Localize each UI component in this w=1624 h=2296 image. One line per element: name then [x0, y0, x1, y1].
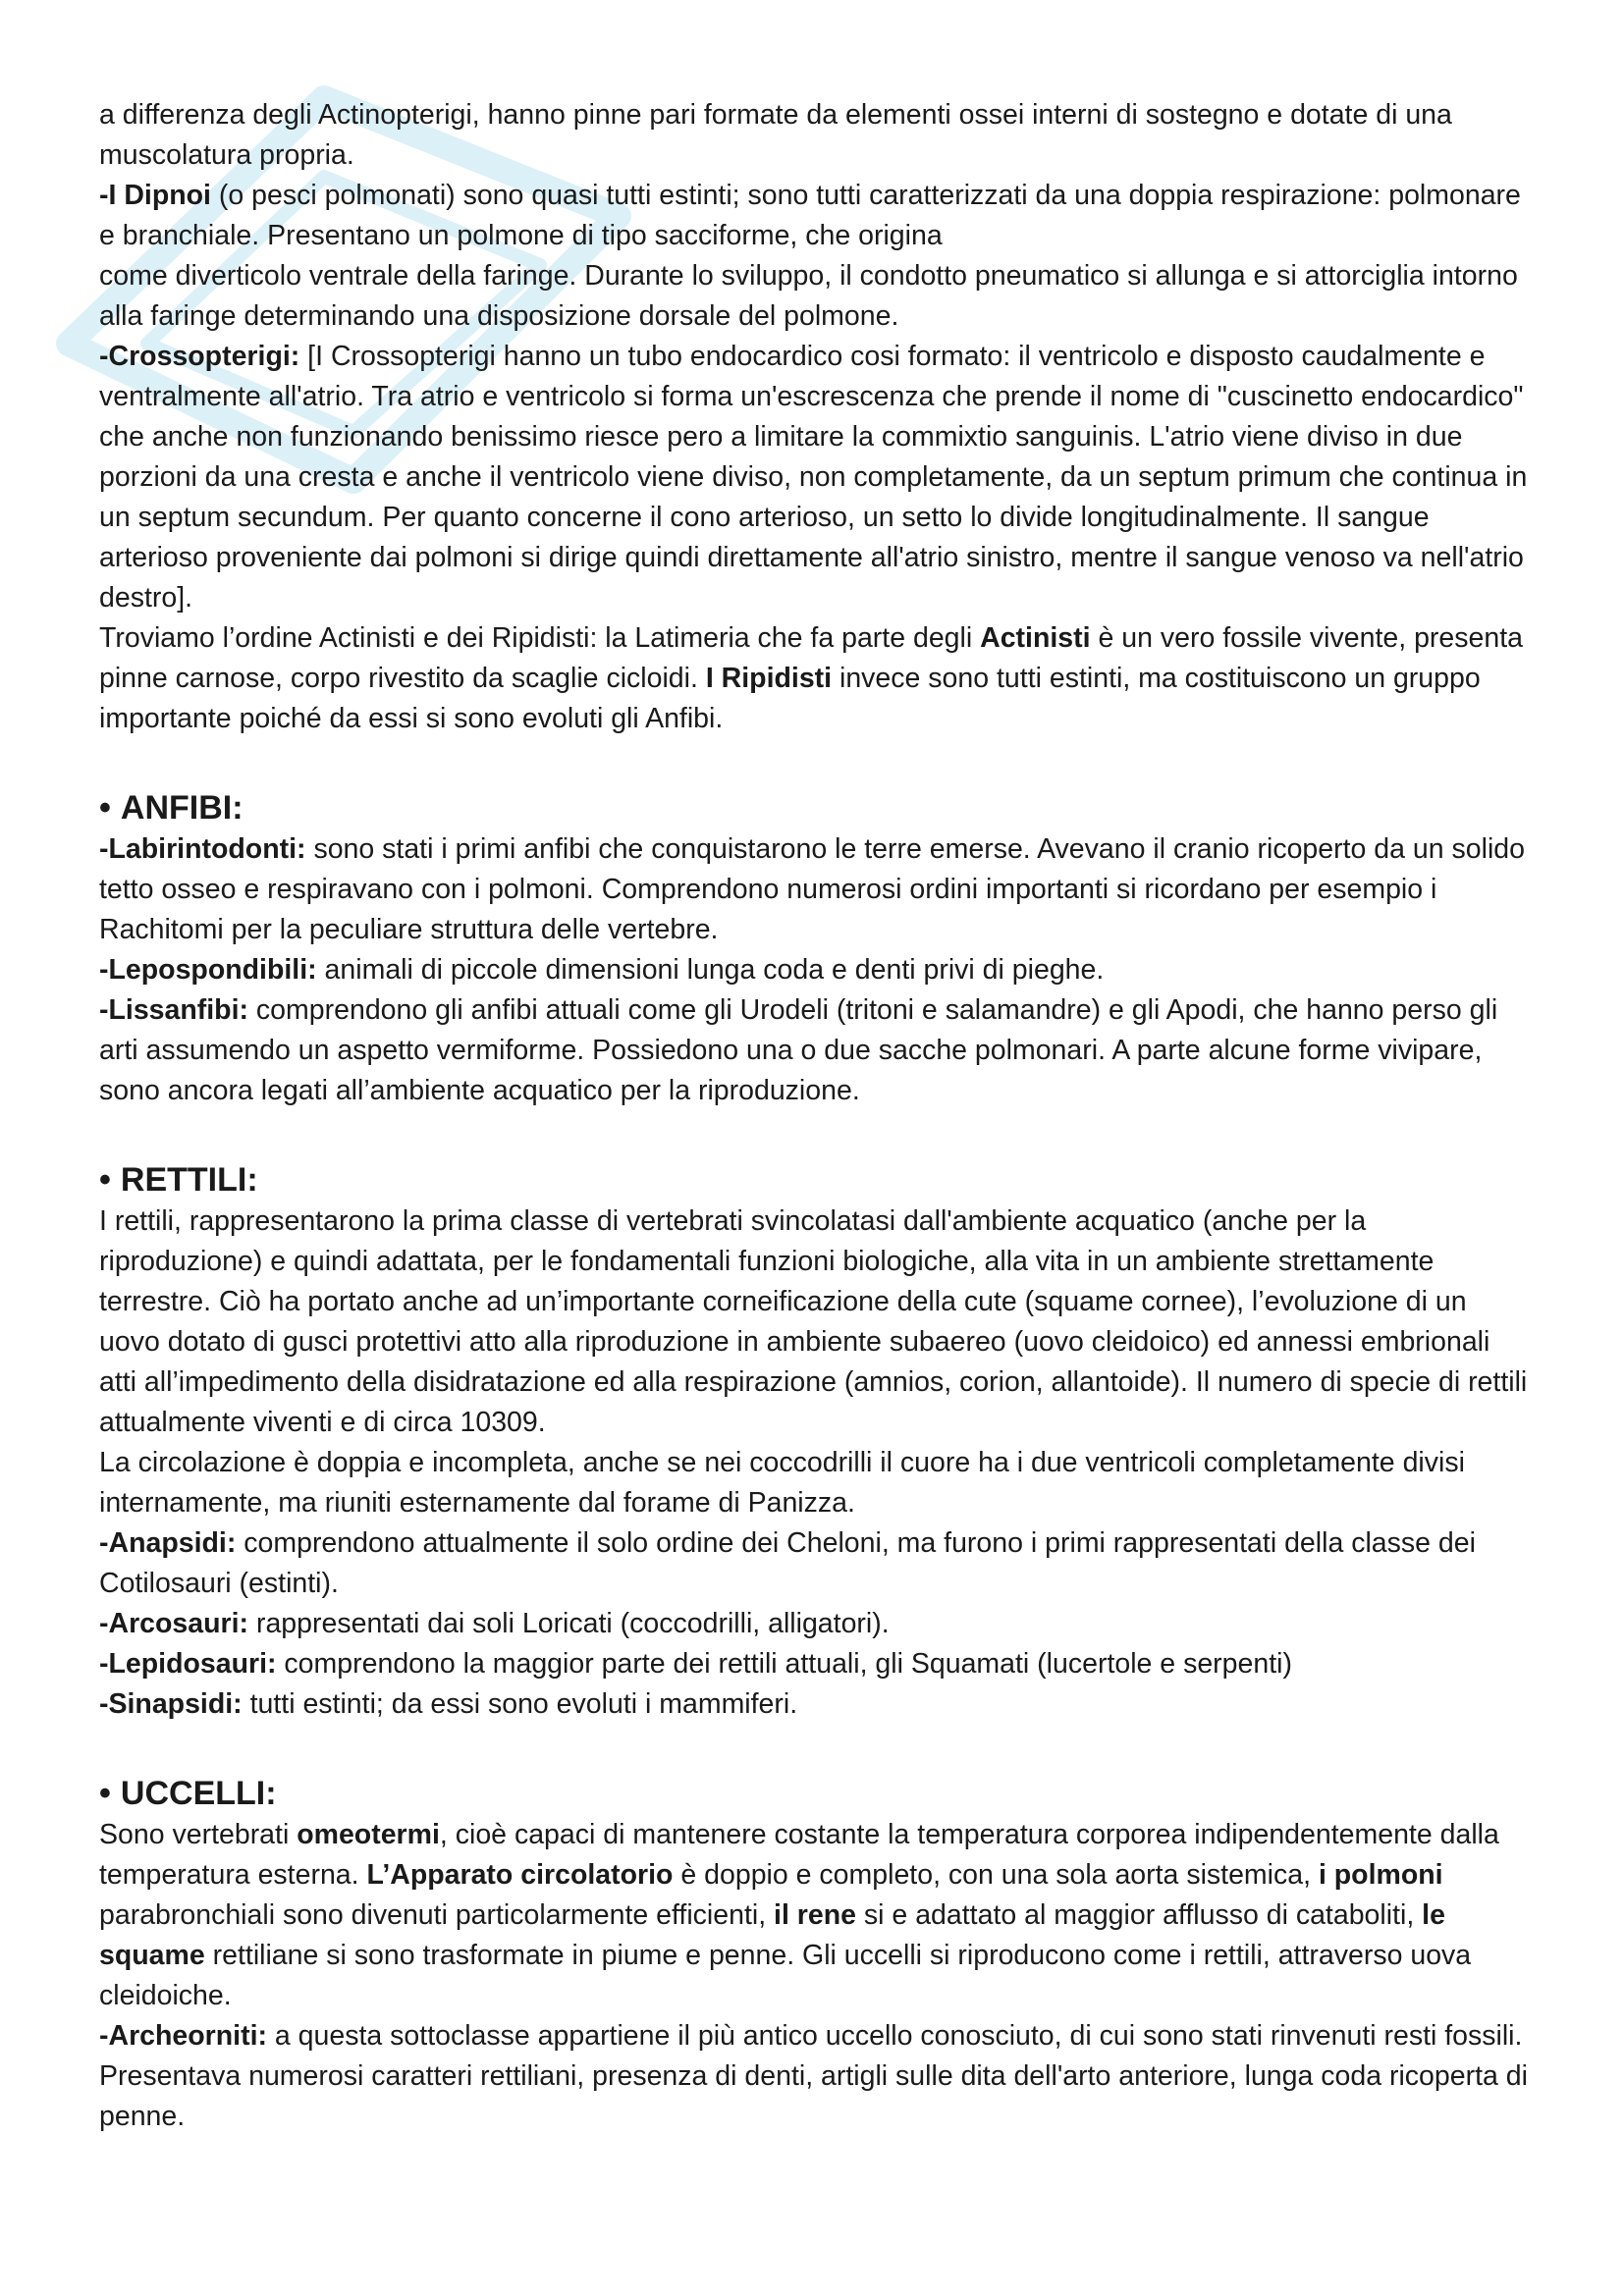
lepidosauri-term: -Lepidosauri: [99, 1648, 277, 1680]
arcosauri-paragraph: -Arcosauri: rappresentati dai soli Loricati (coccodrilli, alligatori). [99, 1608, 890, 1639]
crossopterigi-term: -Crossopterigi: [99, 341, 300, 372]
lepospondibili-term: -Lepospondibili: [99, 954, 317, 986]
crossopterigi-paragraph: -Crossopterigi: [I Crossopterigi hanno un tubo endocardico cosi formato: il ventricolo e disposto caudalmente e ventralmente all'atrio. Tra atrio e ventricolo si forma un'escrescenza che prende il nome di "cuscinetto endocardico" che anche non funzionando benissimo riesce pero a limitare la commixtio sanguinis. L'atrio viene diviso in due porzioni da una cresta e anche il ventricolo viene diviso, non completamente, da un septum primum che continua in un septum secundum. Per quanto concerne il cono arterioso, un setto lo divide longitudinalmente. Il sangue arterioso proveniente dai polmoni si dirige quindi direttamente all'atrio sinistro, mentre il sangue venoso va nell'atrio destro]. [99, 341, 1528, 614]
intro-paragraph: a differenza degli Actinopterigi, hanno pinne pari formate da elementi ossei interni di sostegno e dotate di una muscolatura propria. [99, 99, 1452, 171]
sinapsidi-term: -Sinapsidi: [99, 1688, 243, 1720]
section-heading-uccelli: • UCCELLI: [99, 1775, 277, 1812]
section-spacer [99, 1111, 1533, 1158]
anapsidi-term: -Anapsidi: [99, 1527, 237, 1559]
lepidosauri-paragraph: -Lepidosauri: comprendono la maggior parte dei rettili attuali, gli Squamati (lucertole e serpenti) [99, 1648, 1292, 1680]
rettili-intro-paragraph: I rettili, rappresentarono la prima classe di vertebrati svincolatasi dall'ambiente acquatico (anche per la riproduzione) e quindi adattata, per le fondamentali funzioni biologiche, alla vita in un ambiente strettamente terrestre. Ciò ha portato anche ad un’importante corneificazione della cute (squame cornee), l’evoluzione di un uovo dotato di gusci protettivi atto alla riproduzione in ambiente subaereo (uovo cleidoico) ed annessi embrionali atti all’impedimento della disidratazione ed alla respirazione (amnios, corion, allantoide). Il numero di specie di rettili attualmente viventi e di circa 10309. [99, 1205, 1528, 1438]
labirintodonti-paragraph: -Labirintodonti: sono stati i primi anfibi che conquistarono le terre emerse. Avevano il cranio ricoperto da un solido tetto osseo e respiravano con i polmoni. Comprendono numerosi ordini importanti si ricordano per esempio i Rachitomi per la peculiare struttura delle vertebre. [99, 833, 1526, 945]
section-spacer [99, 1725, 1533, 1772]
anapsidi-paragraph: -Anapsidi: comprendono attualmente il solo ordine dei Cheloni, ma furono i primi rappresentati della classe dei Cotilosauri (estinti). [99, 1527, 1476, 1599]
rettili-circolazione-paragraph: La circolazione è doppia e incompleta, anche se nei coccodrilli il cuore ha i due ventricoli completamente divisi internamente, ma riuniti esternamente dal forame di Panizza. [99, 1447, 1465, 1519]
section-heading-anfibi: • ANFIBI: [99, 789, 244, 827]
lissanfibi-term: -Lissanfibi: [99, 994, 249, 1026]
lepospondibili-paragraph: -Lepospondibili: animali di piccole dimensioni lunga coda e denti privi di pieghe. [99, 954, 1105, 986]
bullet-icon: • [99, 1161, 111, 1199]
labirintodonti-term: -Labirintodonti: [99, 833, 306, 865]
section-spacer [99, 739, 1533, 786]
ripidisti-term: I Ripidisti [705, 663, 833, 694]
dipnoi-paragraph-cont: come diverticolo ventrale della faringe. Durante lo sviluppo, il condotto pneumatico si allunga e si attorciglia intorno alla faringe determinando una disposizione dorsale del polmone. [99, 260, 1518, 332]
dipnoi-paragraph: -I Dipnoi (o pesci polmonati) sono quasi tutti estinti; sono tutti caratterizzati da una doppia respirazione: polmonare e branchiale. Presentano un polmone di tipo sacciforme, che origina [99, 180, 1521, 251]
lissanfibi-paragraph: -Lissanfibi: comprendono gli anfibi attuali come gli Urodeli (tritoni e salamandre) e gli Apodi, che hanno perso gli arti assumendo un aspetto vermiforme. Possiedono una o due sacche polmonari. A parte alcune forme vivipare, sono ancora legati all’ambiente acquatico per la riproduzione. [99, 994, 1498, 1106]
bullet-icon: • [99, 1775, 111, 1812]
actinisti-paragraph: Troviamo l’ordine Actinisti e dei Ripidisti: la Latimeria che fa parte degli Actinisti è un vero fossile vivente, presenta pinne carnose, corpo rivestito da scaglie cicloidi. I Ripidisti invece sono tutti estinti, ma costituiscono un gruppo importante poiché da essi si sono evoluti gli Anfibi. [99, 622, 1523, 734]
sinapsidi-paragraph: -Sinapsidi: tutti estinti; da essi sono evoluti i mammiferi. [99, 1688, 798, 1720]
actinisti-term: Actinisti [980, 622, 1091, 654]
document-body [99, 95, 1533, 2137]
dipnoi-term: -I Dipnoi [99, 180, 211, 211]
uccelli-intro-paragraph: Sono vertebrati omeotermi, cioè capaci di mantenere costante la temperatura corporea indipendentemente dalla temperatura esterna. L’Apparato circolatorio è doppio e completo, con una sola aorta sistemica, i polmoni parabronchiali sono divenuti particolarmente efficienti, il rene si e adattato al maggior afflusso di cataboliti, le squame rettiliane si sono trasformate in piume e penne. Gli uccelli si riproducono come i rettili, attraverso uova cleidoiche. [99, 1819, 1499, 2011]
section-heading-rettili: • RETTILI: [99, 1161, 258, 1199]
archeorniti-paragraph: -Archeorniti: a questa sottoclasse appartiene il più antico uccello conosciuto, di cui sono stati rinvenuti resti fossili. Presentava numerosi caratteri rettiliani, presenza di denti, artigli sulle dita dell'arto anteriore, lunga coda ricoperta di penne. [99, 2020, 1528, 2132]
bullet-icon: • [99, 789, 111, 827]
arcosauri-term: -Arcosauri: [99, 1608, 249, 1639]
archeorniti-term: -Archeorniti: [99, 2020, 267, 2052]
